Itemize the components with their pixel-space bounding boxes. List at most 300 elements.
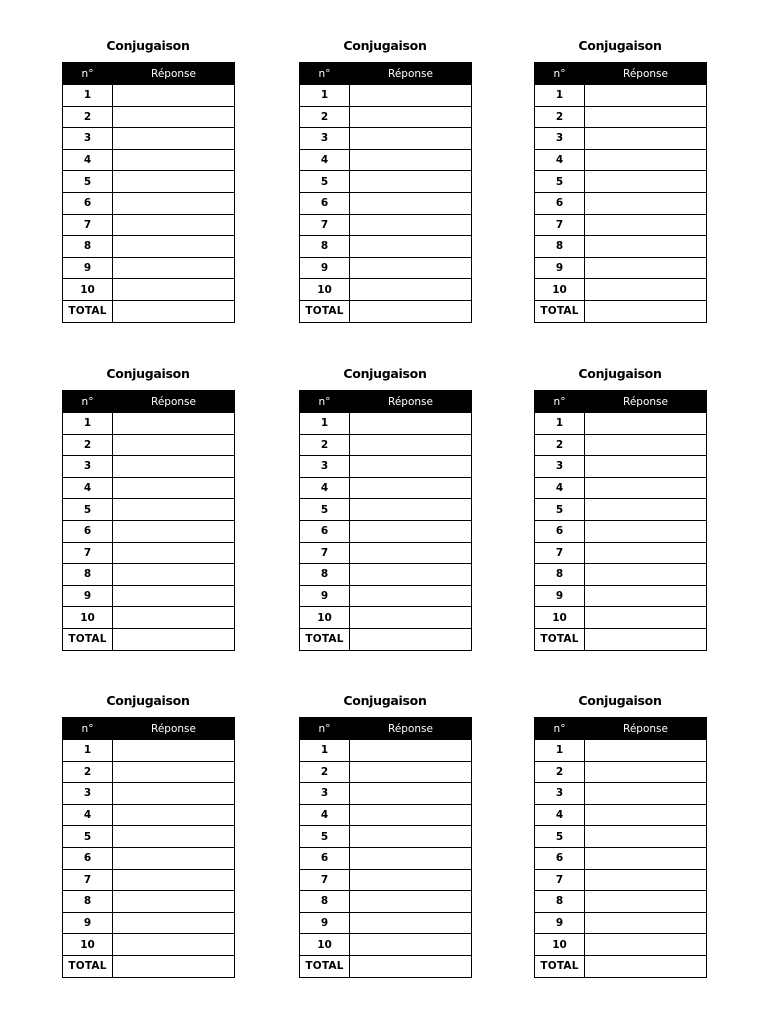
row-number: 2 [300,434,350,456]
column-header-answer: Réponse [350,718,472,740]
row-number: 8 [535,564,585,586]
table-row [535,279,707,301]
table-row [63,520,235,542]
answer-cell[interactable] [350,607,472,629]
table-row [535,564,707,586]
answer-cell[interactable] [113,499,235,521]
table-row [63,891,235,913]
table-row [535,847,707,869]
answer-cell[interactable] [113,456,235,478]
total-cell[interactable] [350,628,472,650]
row-number: 9 [63,585,113,607]
column-header-number: n° [300,63,350,85]
answer-cell[interactable] [585,477,707,499]
column-header-answer: Réponse [113,391,235,413]
row-number: 7 [63,542,113,564]
table-row [300,434,472,456]
column-header-answer: Réponse [585,391,707,413]
total-label: TOTAL [535,955,585,977]
table-row [300,520,472,542]
table-row [63,192,235,214]
row-number: 9 [300,257,350,279]
row-number: 1 [63,740,113,762]
row-number: 7 [63,869,113,891]
row-number: 1 [535,740,585,762]
table-row [535,891,707,913]
answer-cell[interactable] [350,891,472,913]
answer-cell[interactable] [585,912,707,934]
answer-cell[interactable] [113,214,235,236]
row-number: 3 [300,128,350,150]
answer-cell[interactable] [350,542,472,564]
column-header-answer: Réponse [585,63,707,85]
table-row [535,85,707,107]
total-label: TOTAL [63,955,113,977]
total-cell[interactable] [113,955,235,977]
row-number: 1 [535,85,585,107]
table-row [63,761,235,783]
row-number: 7 [300,214,350,236]
table-row [535,477,707,499]
row-number: 10 [63,279,113,301]
answer-cell[interactable] [350,149,472,171]
answer-cell[interactable] [350,214,472,236]
table-row [300,912,472,934]
column-header-answer: Réponse [350,63,472,85]
row-number: 3 [300,783,350,805]
answer-cell[interactable] [585,564,707,586]
row-number: 10 [63,934,113,956]
row-number: 10 [300,279,350,301]
card-title: Conjugaison [343,693,427,708]
answer-cell[interactable] [113,128,235,150]
answer-cell[interactable] [113,804,235,826]
answer-table [62,390,235,651]
row-number: 10 [300,934,350,956]
row-number: 10 [535,607,585,629]
row-number: 9 [300,912,350,934]
total-cell[interactable] [585,300,707,322]
answer-cell[interactable] [113,761,235,783]
table-row [535,869,707,891]
table-header-row [535,63,707,85]
answer-cell[interactable] [585,869,707,891]
table-header-row [300,391,472,413]
card-title: Conjugaison [343,366,427,381]
row-number: 2 [63,106,113,128]
table-row [63,236,235,258]
table-row [300,85,472,107]
answer-cell[interactable] [113,826,235,848]
answer-cell[interactable] [350,477,472,499]
row-number: 5 [300,499,350,521]
table-row [300,542,472,564]
answer-cell[interactable] [350,869,472,891]
answer-table [534,390,707,651]
total-label: TOTAL [300,955,350,977]
answer-cell[interactable] [585,826,707,848]
column-header-answer: Réponse [113,63,235,85]
row-number: 2 [300,761,350,783]
row-number: 1 [63,85,113,107]
row-number: 8 [535,236,585,258]
row-number: 6 [300,192,350,214]
column-header-answer: Réponse [585,718,707,740]
total-label: TOTAL [535,300,585,322]
answer-cell[interactable] [350,192,472,214]
answer-cell[interactable] [350,934,472,956]
row-number: 7 [535,542,585,564]
answer-cell[interactable] [585,192,707,214]
answer-table [534,717,707,978]
table-row [535,520,707,542]
row-number: 8 [63,891,113,913]
total-row [535,300,707,322]
table-row [300,192,472,214]
row-number: 6 [535,192,585,214]
table-row [300,761,472,783]
answer-cell[interactable] [585,434,707,456]
answer-cell[interactable] [350,761,472,783]
column-header-number: n° [63,391,113,413]
answer-cell[interactable] [350,236,472,258]
row-number: 4 [535,149,585,171]
answer-cell[interactable] [585,128,707,150]
answer-cell[interactable] [113,106,235,128]
table-row [300,499,472,521]
answer-cell[interactable] [585,804,707,826]
table-row [535,826,707,848]
row-number: 2 [535,761,585,783]
card-title: Conjugaison [578,693,662,708]
table-header-row [63,391,235,413]
answer-cell[interactable] [350,826,472,848]
table-row [300,456,472,478]
answer-cell[interactable] [585,585,707,607]
total-cell[interactable] [113,300,235,322]
column-header-number: n° [63,718,113,740]
row-number: 3 [535,128,585,150]
table-row [63,934,235,956]
table-row [535,236,707,258]
total-row [300,300,472,322]
answer-cell[interactable] [113,171,235,193]
table-row [535,499,707,521]
table-row [300,477,472,499]
answer-cell[interactable] [585,761,707,783]
row-number: 8 [63,236,113,258]
table-row [300,171,472,193]
table-row [535,607,707,629]
table-row [535,434,707,456]
answer-table [299,717,472,978]
table-row [535,783,707,805]
answer-cell[interactable] [585,214,707,236]
total-row [63,955,235,977]
total-row [63,628,235,650]
total-cell[interactable] [113,628,235,650]
table-row [63,149,235,171]
answer-cell[interactable] [350,85,472,107]
answer-cell[interactable] [585,607,707,629]
answer-cell[interactable] [113,847,235,869]
table-row [63,542,235,564]
row-number: 1 [300,413,350,435]
answer-cell[interactable] [113,934,235,956]
table-row [535,761,707,783]
row-number: 4 [535,804,585,826]
table-row [535,106,707,128]
answer-cell[interactable] [113,434,235,456]
row-number: 7 [300,542,350,564]
answer-cell[interactable] [113,585,235,607]
answer-cell[interactable] [113,564,235,586]
table-row [63,434,235,456]
row-number: 4 [300,149,350,171]
table-row [535,128,707,150]
answer-cell[interactable] [350,434,472,456]
table-row [300,214,472,236]
answer-cell[interactable] [350,106,472,128]
answer-table [299,390,472,651]
total-label: TOTAL [63,628,113,650]
table-row [300,279,472,301]
answer-cell[interactable] [350,804,472,826]
answer-cell[interactable] [113,85,235,107]
answer-cell[interactable] [350,257,472,279]
table-row [300,934,472,956]
answer-cell[interactable] [585,413,707,435]
table-row [63,257,235,279]
answer-cell[interactable] [585,520,707,542]
answer-cell[interactable] [113,236,235,258]
row-number: 2 [63,434,113,456]
answer-cell[interactable] [585,847,707,869]
row-number: 4 [535,477,585,499]
row-number: 5 [535,826,585,848]
card-title: Conjugaison [343,38,427,53]
row-number: 6 [63,192,113,214]
answer-cell[interactable] [113,869,235,891]
table-row [300,106,472,128]
row-number: 1 [300,740,350,762]
total-row [63,300,235,322]
row-number: 8 [300,236,350,258]
answer-cell[interactable] [585,542,707,564]
table-row [300,804,472,826]
answer-cell[interactable] [585,740,707,762]
answer-cell[interactable] [113,740,235,762]
answer-cell[interactable] [585,934,707,956]
answer-cell[interactable] [113,891,235,913]
answer-cell[interactable] [350,499,472,521]
table-row [300,585,472,607]
row-number: 3 [535,783,585,805]
row-number: 6 [300,847,350,869]
row-number: 9 [63,912,113,934]
table-header-row [63,718,235,740]
table-row [535,934,707,956]
answer-table [62,717,235,978]
column-header-number: n° [300,391,350,413]
table-row [63,214,235,236]
answer-cell[interactable] [113,279,235,301]
table-row [300,826,472,848]
table-row [300,740,472,762]
total-cell[interactable] [350,300,472,322]
answer-cell[interactable] [350,564,472,586]
row-number: 7 [535,214,585,236]
answer-cell[interactable] [585,279,707,301]
total-cell[interactable] [350,955,472,977]
table-row [63,607,235,629]
table-header-row [300,718,472,740]
total-label: TOTAL [535,628,585,650]
answer-cell[interactable] [350,912,472,934]
answer-cell[interactable] [585,236,707,258]
answer-cell[interactable] [350,128,472,150]
row-number: 2 [535,434,585,456]
answer-cell[interactable] [113,783,235,805]
answer-cell[interactable] [350,456,472,478]
row-number: 4 [63,804,113,826]
row-number: 9 [63,257,113,279]
table-header-row [63,63,235,85]
answer-cell[interactable] [585,257,707,279]
row-number: 9 [535,585,585,607]
row-number: 5 [300,826,350,848]
table-row [535,585,707,607]
answer-cell[interactable] [113,542,235,564]
answer-cell[interactable] [350,740,472,762]
answer-cell[interactable] [585,85,707,107]
table-row [535,214,707,236]
answer-cell[interactable] [113,520,235,542]
answer-cell[interactable] [350,585,472,607]
table-row [63,279,235,301]
table-row [63,783,235,805]
card-title: Conjugaison [106,38,190,53]
table-row [535,912,707,934]
answer-table [534,62,707,323]
row-number: 6 [535,520,585,542]
row-number: 10 [535,279,585,301]
answer-cell[interactable] [113,413,235,435]
card-title: Conjugaison [106,693,190,708]
table-row [63,826,235,848]
column-header-number: n° [535,718,585,740]
table-row [300,128,472,150]
table-row [63,477,235,499]
table-row [63,740,235,762]
row-number: 9 [300,585,350,607]
table-row [535,804,707,826]
answer-cell[interactable] [113,477,235,499]
table-row [63,564,235,586]
row-number: 4 [63,477,113,499]
table-row [300,783,472,805]
table-row [63,456,235,478]
column-header-answer: Réponse [350,391,472,413]
row-number: 1 [535,413,585,435]
answer-cell[interactable] [350,783,472,805]
row-number: 6 [535,847,585,869]
table-row [300,257,472,279]
row-number: 4 [300,804,350,826]
answer-cell[interactable] [350,413,472,435]
row-number: 1 [63,413,113,435]
table-row [300,564,472,586]
row-number: 7 [63,214,113,236]
row-number: 3 [63,783,113,805]
table-row [300,891,472,913]
column-header-number: n° [535,63,585,85]
row-number: 7 [300,869,350,891]
answer-cell[interactable] [350,171,472,193]
table-row [63,847,235,869]
answer-cell[interactable] [585,783,707,805]
table-row [300,236,472,258]
table-row [300,413,472,435]
table-row [63,804,235,826]
total-row [535,955,707,977]
answer-cell[interactable] [585,456,707,478]
answer-cell[interactable] [350,520,472,542]
answer-cell[interactable] [585,891,707,913]
answer-cell[interactable] [113,149,235,171]
answer-cell[interactable] [113,607,235,629]
answer-cell[interactable] [585,171,707,193]
row-number: 8 [535,891,585,913]
table-row [300,847,472,869]
total-cell[interactable] [585,628,707,650]
table-header-row [535,391,707,413]
answer-table [62,62,235,323]
row-number: 3 [63,128,113,150]
table-row [535,740,707,762]
table-row [63,499,235,521]
total-row [300,955,472,977]
answer-cell[interactable] [350,279,472,301]
table-row [535,149,707,171]
row-number: 2 [535,106,585,128]
answer-cell[interactable] [585,499,707,521]
column-header-number: n° [63,63,113,85]
row-number: 8 [300,891,350,913]
row-number: 3 [300,456,350,478]
total-cell[interactable] [585,955,707,977]
table-row [535,171,707,193]
table-row [63,869,235,891]
card-title: Conjugaison [578,366,662,381]
row-number: 5 [535,171,585,193]
table-row [300,149,472,171]
answer-cell[interactable] [113,192,235,214]
answer-cell[interactable] [113,912,235,934]
row-number: 3 [63,456,113,478]
row-number: 6 [63,847,113,869]
answer-cell[interactable] [585,106,707,128]
row-number: 5 [63,171,113,193]
answer-cell[interactable] [350,847,472,869]
answer-cell[interactable] [585,149,707,171]
table-row [300,869,472,891]
table-row [63,413,235,435]
card-title: Conjugaison [578,38,662,53]
row-number: 5 [63,826,113,848]
answer-cell[interactable] [113,257,235,279]
total-label: TOTAL [300,628,350,650]
